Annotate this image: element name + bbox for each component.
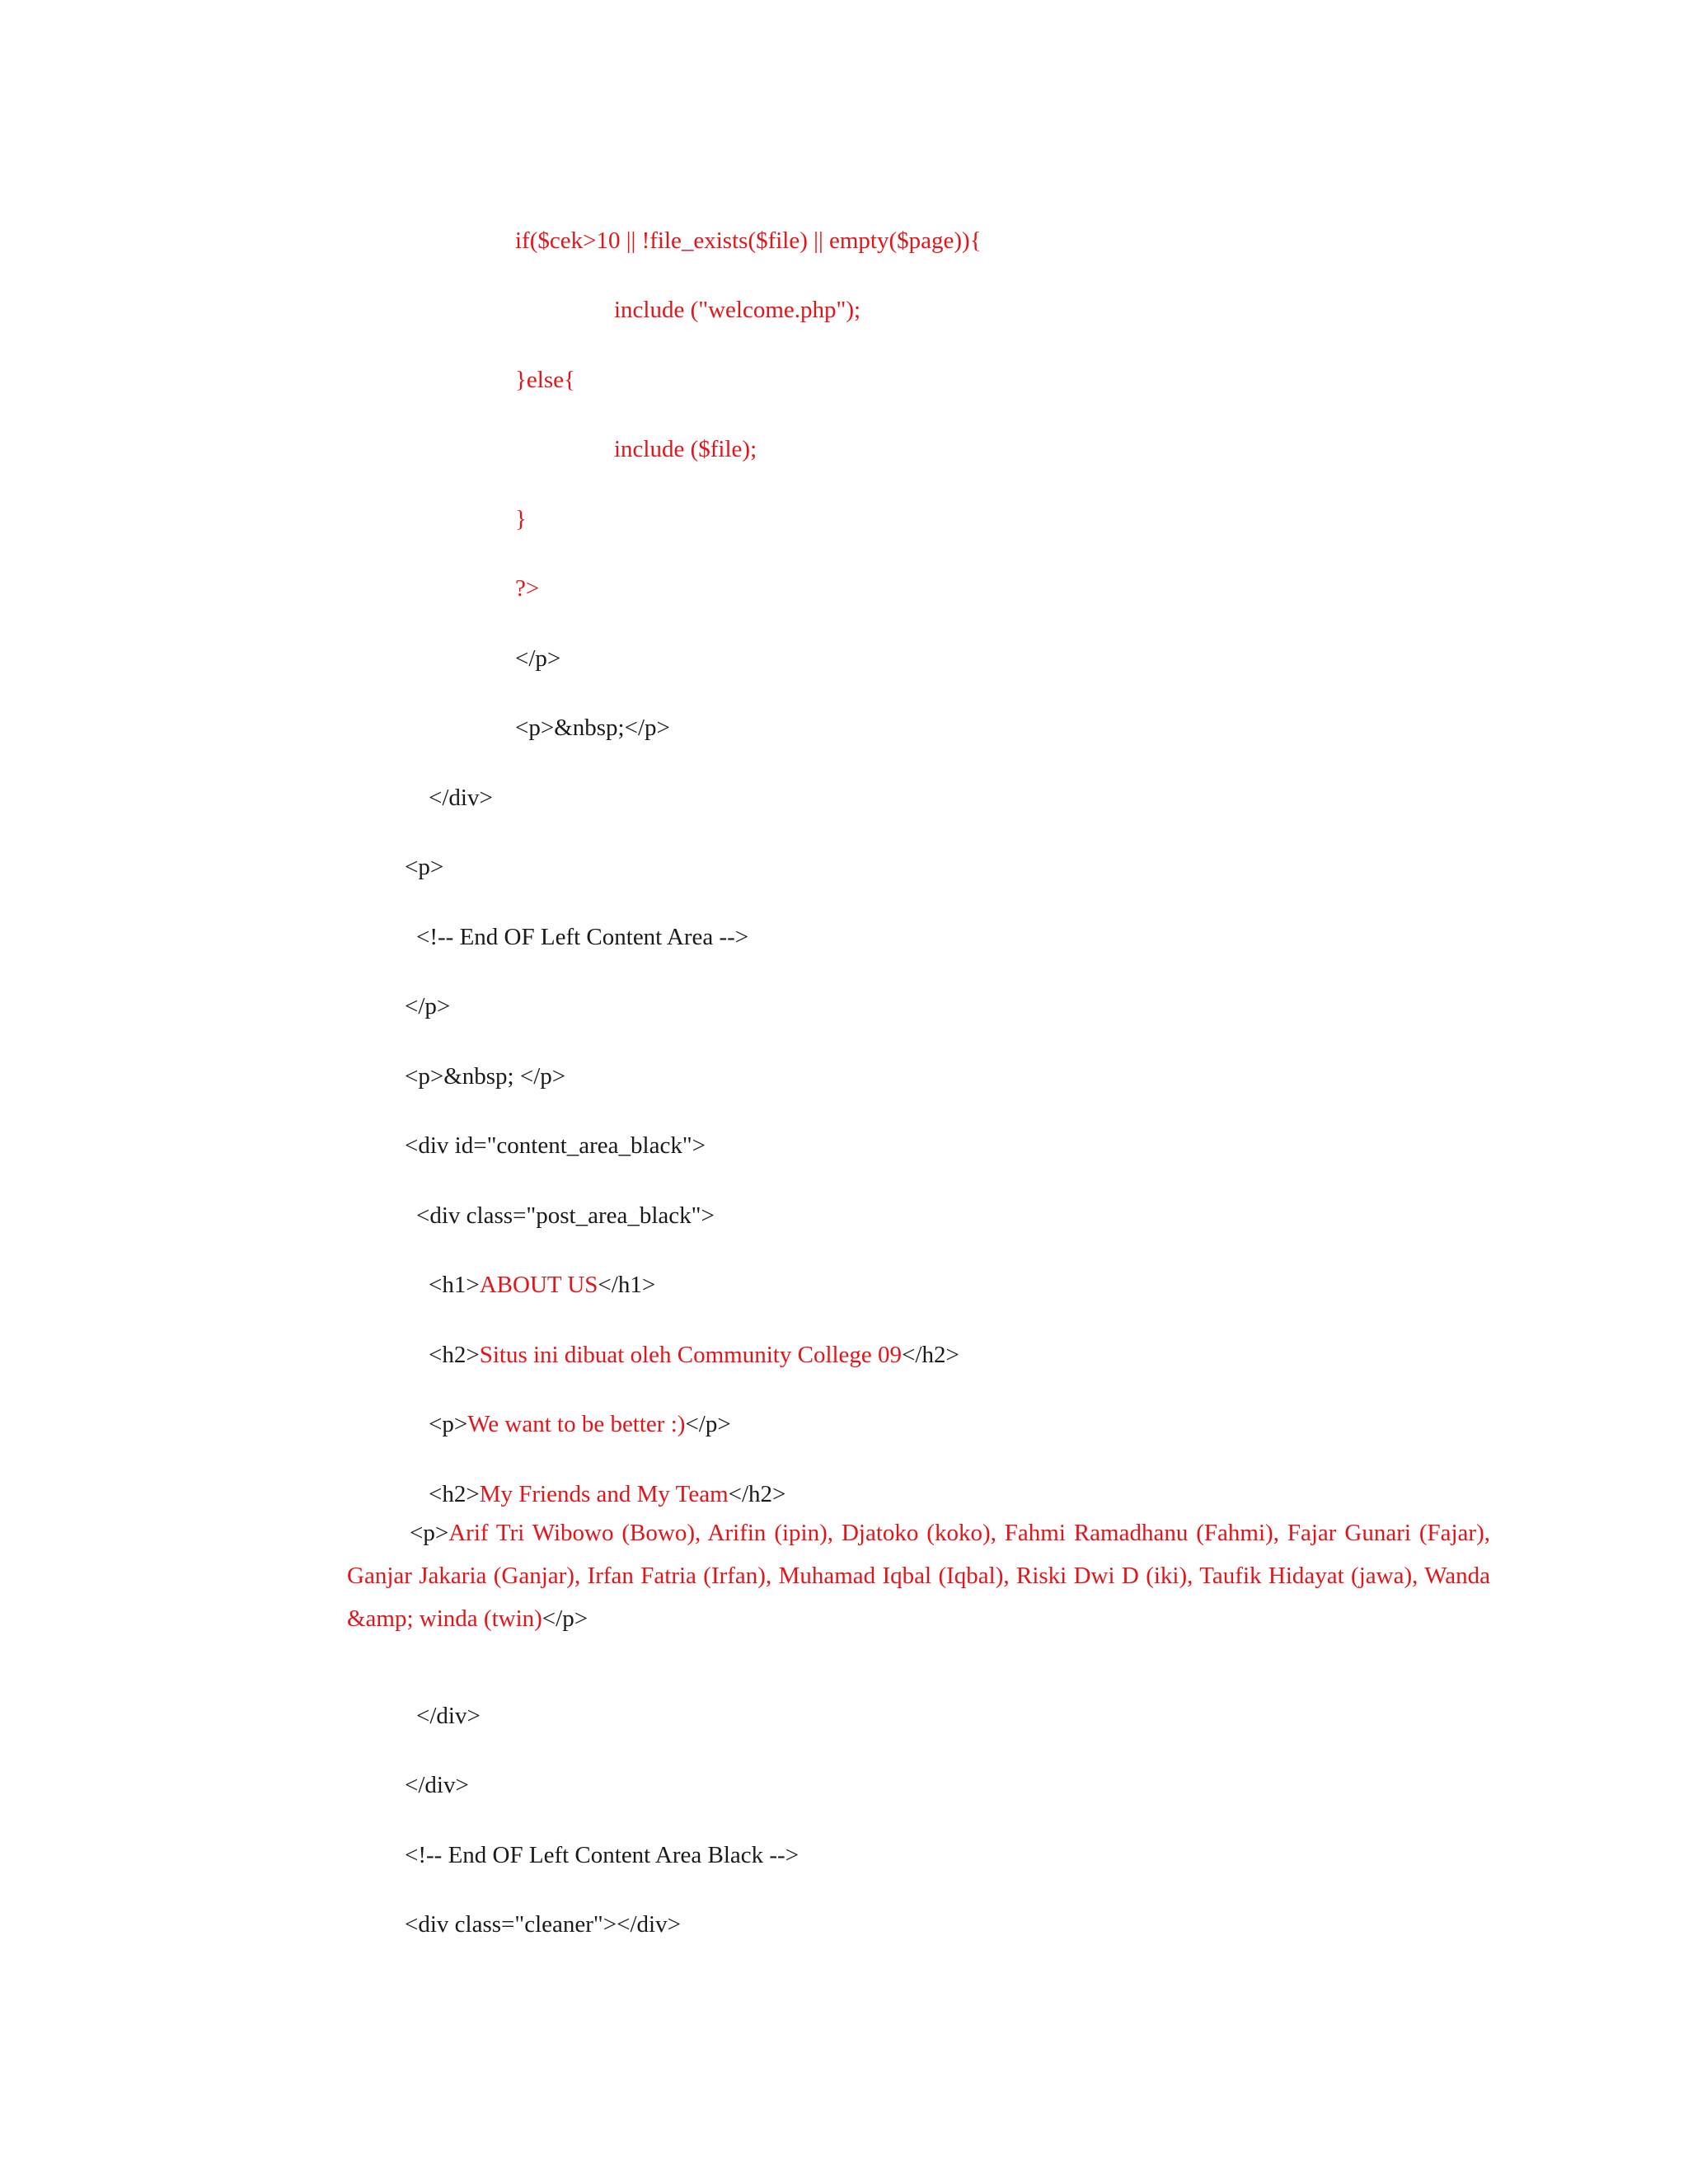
code-text: </p> [685,1411,731,1437]
code-line [590,405,757,494]
code-text: </p> [515,645,561,672]
code-text: include ("welcome.php"); [614,297,861,323]
code-text: <p>&nbsp;</p> [515,715,670,741]
code-text: </div> [416,1703,481,1729]
code-text: <div class="cleaner"></div> [405,1911,681,1938]
code-text: <p> [405,854,444,880]
code-text: <h1> [429,1272,480,1298]
code-text: <div class="post_area_black"> [416,1202,715,1229]
code-text: <h2> [429,1481,480,1507]
code-text: if($cek>10 || !file_exists($file) || empty($page)){ [515,227,982,254]
code-text: <p> [429,1411,468,1437]
code-text: <p> [410,1520,449,1546]
code-text: include ($file); [614,436,757,462]
code-text: <!-- End OF Left Content Area --> [416,924,749,950]
code-text: ABOUT US [479,1272,598,1298]
code-line [381,1880,681,1969]
code-text: <!-- End OF Left Content Area Black --> [405,1842,799,1868]
code-text: <div id="content_area_black"> [405,1132,706,1159]
code-line [491,335,575,424]
code-text: }else{ [515,367,575,393]
code-text: We want to be better :) [467,1411,686,1437]
code-text: Situs ini dibuat oleh Community College 09 [479,1342,903,1368]
code-text: } [515,506,527,532]
code-text: </h2> [728,1481,786,1507]
code-line [590,265,860,354]
code-text: <p>&nbsp; </p> [405,1063,566,1090]
code-text: </div> [405,1772,469,1798]
team-names: Arif Tri Wibowo (Bowo), Arifin (ipin), Djatoko (koko), Fahmi Ramadhanu (Fahmi), Fajar Gunari (Fajar), Ganjar Jakaria (Ganjar), Irfan Fatria (Irfan), Muhamad Iqbal (Iqbal), Riski Dwi D (iki), Taufik Hidayat (jawa), Wanda &amp; winda (twin) [347,1520,1490,1632]
code-text: </div> [429,785,493,811]
code-text: </h2> [902,1342,959,1368]
code-text: </p> [405,993,451,1019]
code-line [491,683,670,772]
code-text: </h1> [598,1272,656,1298]
team-paragraph [347,1511,1490,1640]
code-text: ?> [515,575,540,602]
code-text: <h2> [429,1342,480,1368]
code-text: </p> [542,1605,588,1632]
code-text: My Friends and My Team [479,1481,729,1507]
